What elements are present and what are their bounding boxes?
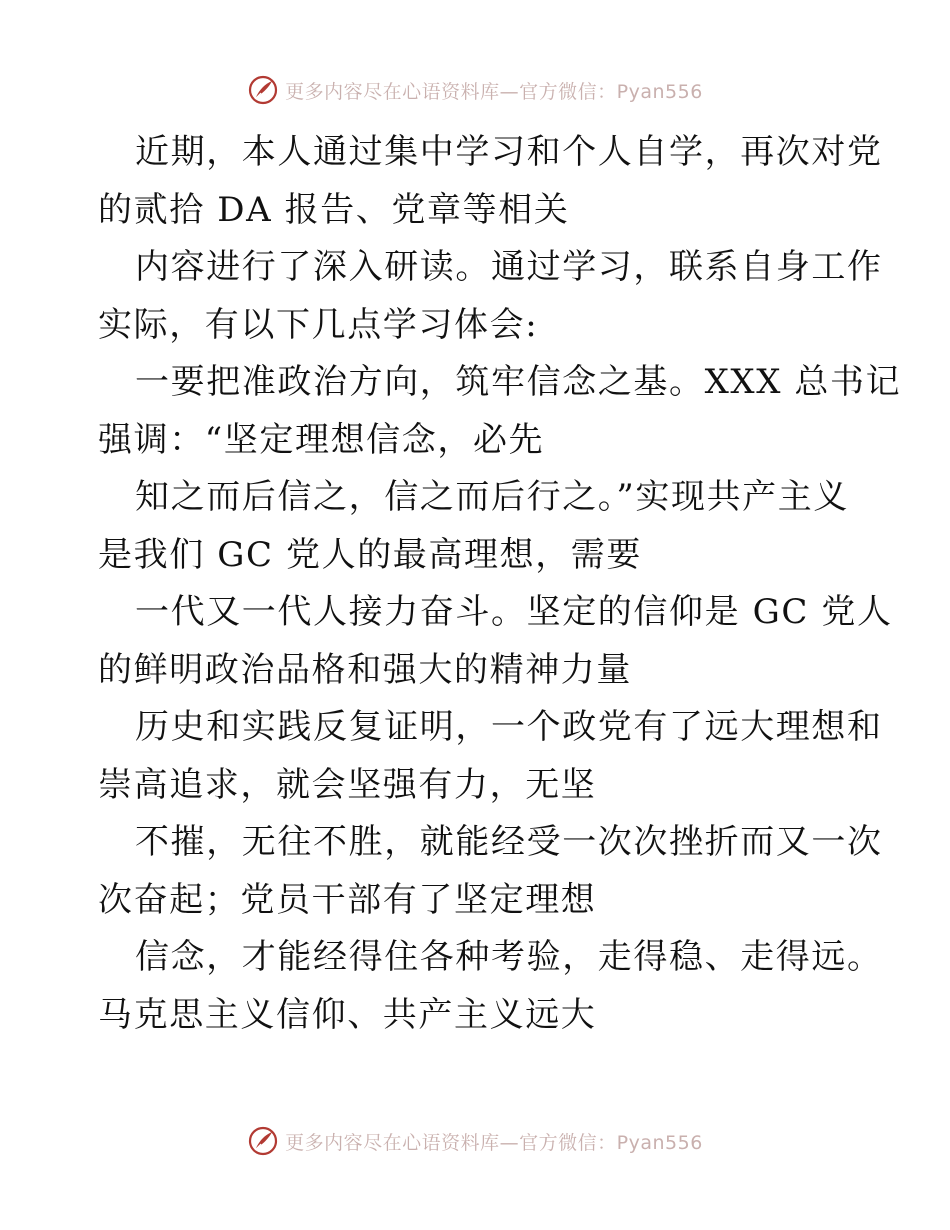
watermark-header (0, 70, 950, 110)
quill-pen-logo-icon (247, 1125, 279, 1157)
watermark-footer (0, 1121, 950, 1161)
text-line: 的贰拾 DA 报告、党章等相关 (98, 189, 570, 230)
text-line: 一代又一代人接力奋斗。坚定的信仰是 GC 党人 (135, 592, 893, 632)
text-line: 马克思主义信仰、共产主义远大 (98, 994, 597, 1035)
text-line: 近期，本人通过集中学习和个人自学，再次对党 (135, 132, 883, 172)
text-line: 崇高追求，就会坚强有力，无坚 (98, 764, 597, 805)
quill-pen-logo-icon (247, 74, 279, 106)
text-line: 知之而后信之，信之而后行之。”实现共产主义 (135, 477, 849, 517)
document-body (98, 124, 902, 1044)
text-line: 的鲜明政治品格和强大的精神力量 (98, 649, 632, 690)
text-line: 是我们 GC 党人的最高理想，需要 (98, 534, 642, 575)
text-line: 不摧，无往不胜，就能经受一次次挫折而又一次 (135, 822, 883, 862)
text-line: 强调：“坚定理想信念，必先 (98, 419, 545, 460)
text-line: 内容进行了深入研读。通过学习，联系自身工作 (135, 247, 883, 287)
watermark-text: 更多内容尽在心语资料库—官方微信：Pyan556 (285, 1131, 703, 1154)
text-line: 一要把准政治方向，筑牢信念之基。XXX 总书记 (135, 362, 902, 402)
text-line: 实际，有以下几点学习体会: (98, 304, 539, 345)
text-line: 信念，才能经得住各种考验，走得稳、走得远。 (135, 937, 883, 977)
text-line: 历史和实践反复证明，一个政党有了远大理想和 (135, 707, 883, 747)
watermark-text: 更多内容尽在心语资料库—官方微信：Pyan556 (285, 80, 703, 103)
text-line: 次奋起；党员干部有了坚定理想 (98, 879, 597, 920)
